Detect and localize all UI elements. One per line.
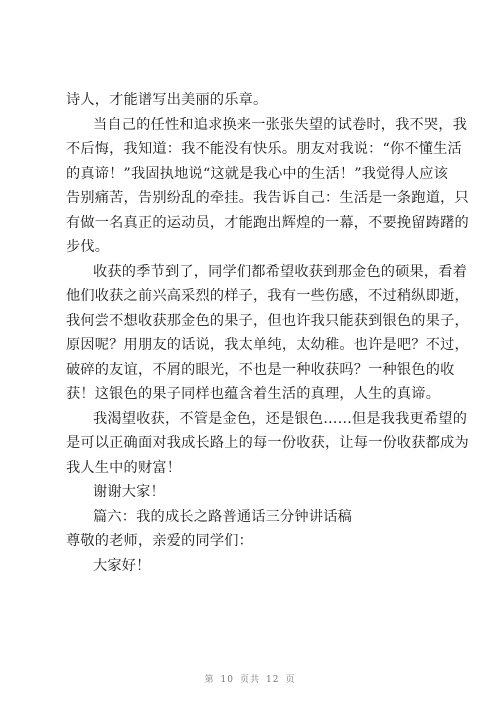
- text-line: 诗人，才能谱写出美丽的乐章。: [66, 92, 268, 108]
- footer-suffix: 页: [285, 675, 296, 685]
- text-line: 收获的季节到了，同学们都希望收获到那金色的硕果，看着: [93, 263, 468, 280]
- total-pages: 12: [266, 675, 280, 685]
- text-line: 步伐。: [66, 239, 110, 255]
- closing-line: 谢谢大家！: [93, 484, 165, 500]
- salutation: 尊敬的老师，亲爱的同学们：: [66, 533, 254, 549]
- text-line: 破碎的友谊，不屑的眼光，不也是一种收获吗？一种银色的收: [66, 361, 455, 378]
- document-body: [66, 88, 469, 578]
- section-heading: 篇六：我的成长之路普通话三分钟讲话稿: [93, 508, 352, 525]
- text-line: 获！这银色的果子同样也蕴含着生活的真理，人生的真谛。: [66, 386, 441, 402]
- text-line: 我人生中的财富！: [66, 459, 182, 476]
- text-line: 告别痛苦，告别纷乱的牵挂。我告诉自己：生活是一条跑道，只: [66, 190, 469, 206]
- text-line: 他们收获之前兴高采烈的样子，我有一些伤感，不过稍纵即逝，: [66, 288, 469, 304]
- footer-prefix: 第: [204, 675, 215, 685]
- page-footer: [0, 672, 500, 685]
- text-line: 的真谛！”我固执地说“这就是我心中的生活！”我觉得人应该: [66, 165, 449, 182]
- footer-mid: 页共: [239, 675, 260, 685]
- text-line: 我渴望收获，不管是金色，还是银色……但是我我更希望的: [93, 410, 468, 427]
- text-line: 原因呢？用朋友的话说，我太单纯，太幼稚。也许是吧？不过，: [66, 337, 469, 353]
- text-line: 有做一名真正的运动员，才能跑出辉煌的一幕，不要挽留踌躇的: [66, 214, 469, 231]
- page-number: 10: [220, 675, 234, 685]
- text-line: 我何尝不想收获那金色的果子，但也许我只能获到银色的果子，: [66, 312, 469, 329]
- text-line: 不后悔，我知道：我不能没有快乐。朋友对我说：“你不懂生活: [66, 141, 462, 157]
- text-line: 是可以正确面对我成长路上的每一份收获，让每一份收获都成为: [66, 435, 469, 451]
- text-line: 当自己的任性和追求换来一张张失望的试卷时，我不哭，我: [93, 116, 468, 133]
- greeting: 大家好！: [93, 557, 151, 574]
